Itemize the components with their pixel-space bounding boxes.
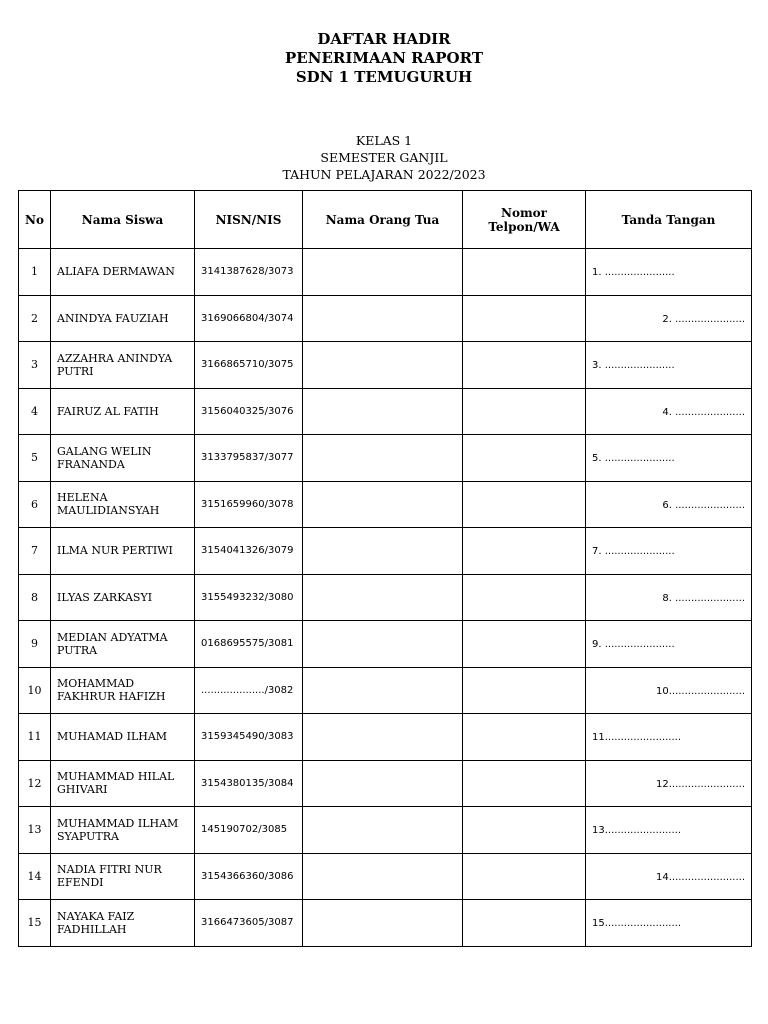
row-number: 6 <box>19 481 51 528</box>
row-number: 10 <box>19 667 51 714</box>
student-nisn: 3155493232/3080 <box>195 574 303 621</box>
row-number: 5 <box>19 435 51 482</box>
signature-field[interactable] <box>586 667 752 714</box>
signature-line: 7. ...................... <box>592 546 675 558</box>
title-line: DAFTAR HADIR <box>317 30 451 48</box>
title-line: SDN 1 TEMUGURUH <box>295 68 473 86</box>
row-number: 3 <box>19 342 51 389</box>
signature-line: 1. ...................... <box>592 267 675 279</box>
row-number: 14 <box>19 853 51 900</box>
phone-field[interactable] <box>463 760 586 807</box>
row-number: 13 <box>19 807 51 854</box>
student-nisn: 145190702/3085 <box>195 807 303 854</box>
parent-name-field[interactable] <box>303 295 463 342</box>
parent-name-field[interactable] <box>303 342 463 389</box>
signature-line: 15........................ <box>592 918 682 930</box>
parent-name-field[interactable] <box>303 807 463 854</box>
parent-name-field[interactable] <box>303 853 463 900</box>
signature-field[interactable] <box>586 853 752 900</box>
parent-name-field[interactable] <box>303 249 463 296</box>
student-name: ILMA NUR PERTIWI <box>51 528 195 575</box>
student-nisn: 0168695575/3081 <box>195 621 303 668</box>
phone-field[interactable] <box>463 621 586 668</box>
signature-line: 5. ...................... <box>592 453 675 465</box>
student-nisn: 3159345490/3083 <box>195 714 303 761</box>
signature-field[interactable] <box>586 621 752 668</box>
row-number: 2 <box>19 295 51 342</box>
column-header-parent: Nama Orang Tua <box>303 191 463 249</box>
phone-field[interactable] <box>463 481 586 528</box>
student-nisn: 3166865710/3075 <box>195 342 303 389</box>
signature-field[interactable] <box>586 528 752 575</box>
phone-field[interactable] <box>463 295 586 342</box>
signature-field[interactable] <box>586 714 752 761</box>
student-nisn: 3169066804/3074 <box>195 295 303 342</box>
table-row <box>19 574 752 621</box>
signature-line: 2. ...................... <box>662 313 745 325</box>
phone-field[interactable] <box>463 807 586 854</box>
phone-field[interactable] <box>463 342 586 389</box>
signature-line: 3. ...................... <box>592 360 675 372</box>
student-name: HELENA MAULIDIANSYAH <box>51 481 195 528</box>
student-name: NAYAKA FAIZ FADHILLAH <box>51 900 195 947</box>
row-number: 8 <box>19 574 51 621</box>
parent-name-field[interactable] <box>303 388 463 435</box>
table-row <box>19 853 752 900</box>
table-row <box>19 528 752 575</box>
student-nisn: ..................../3082 <box>195 667 303 714</box>
student-name: AZZAHRA ANINDYA PUTRI <box>51 342 195 389</box>
table-row <box>19 481 752 528</box>
document-subtitle <box>0 132 768 183</box>
student-nisn: 3166473605/3087 <box>195 900 303 947</box>
table-row <box>19 807 752 854</box>
column-header-nisn: NISN/NIS <box>195 191 303 249</box>
signature-field[interactable] <box>586 295 752 342</box>
column-header-name: Nama Siswa <box>51 191 195 249</box>
table-row <box>19 714 752 761</box>
signature-line: 4. ...................... <box>662 406 745 418</box>
table-row <box>19 435 752 482</box>
parent-name-field[interactable] <box>303 528 463 575</box>
signature-field[interactable] <box>586 574 752 621</box>
column-header-no: No <box>19 191 51 249</box>
student-name: NADIA FITRI NUR EFENDI <box>51 853 195 900</box>
student-nisn: 3133795837/3077 <box>195 435 303 482</box>
row-number: 12 <box>19 760 51 807</box>
phone-field[interactable] <box>463 900 586 947</box>
signature-line: 6. ...................... <box>662 499 745 511</box>
student-name: MUHAMMAD ILHAM SYAPUTRA <box>51 807 195 854</box>
table-header-row <box>19 191 752 249</box>
student-nisn: 3154041326/3079 <box>195 528 303 575</box>
signature-field[interactable] <box>586 481 752 528</box>
subtitle-line: SEMESTER GANJIL <box>320 150 448 165</box>
row-number: 7 <box>19 528 51 575</box>
attendance-table <box>18 190 752 947</box>
row-number: 4 <box>19 388 51 435</box>
signature-line: 13........................ <box>592 825 682 837</box>
signature-field[interactable] <box>586 760 752 807</box>
phone-field[interactable] <box>463 714 586 761</box>
row-number: 11 <box>19 714 51 761</box>
row-number: 15 <box>19 900 51 947</box>
table-row <box>19 621 752 668</box>
student-name: MUHAMMAD HILAL GHIVARI <box>51 760 195 807</box>
column-header-phone: Nomor Telpon/WA <box>463 191 586 249</box>
title-line: PENERIMAAN RAPORT <box>285 49 483 67</box>
student-nisn: 3156040325/3076 <box>195 388 303 435</box>
subtitle-line: TAHUN PELAJARAN 2022/2023 <box>282 167 486 182</box>
table-row <box>19 388 752 435</box>
table-row <box>19 249 752 296</box>
signature-line: 11........................ <box>592 732 682 744</box>
signature-field[interactable] <box>586 388 752 435</box>
student-name: MOHAMMAD FAKHRUR HAFIZH <box>51 667 195 714</box>
table-row <box>19 295 752 342</box>
student-nisn: 3154380135/3084 <box>195 760 303 807</box>
table-row <box>19 900 752 947</box>
phone-field[interactable] <box>463 574 586 621</box>
signature-field[interactable] <box>586 900 752 947</box>
phone-field[interactable] <box>463 853 586 900</box>
signature-line: 9. ...................... <box>592 639 675 651</box>
phone-field[interactable] <box>463 388 586 435</box>
student-name: GALANG WELIN FRANANDA <box>51 435 195 482</box>
parent-name-field[interactable] <box>303 760 463 807</box>
table-row <box>19 760 752 807</box>
student-nisn: 3151659960/3078 <box>195 481 303 528</box>
signature-line: 8. ...................... <box>662 592 745 604</box>
signature-line: 14........................ <box>655 871 745 883</box>
parent-name-field[interactable] <box>303 574 463 621</box>
row-number: 1 <box>19 249 51 296</box>
phone-field[interactable] <box>463 435 586 482</box>
student-name: MUHAMAD ILHAM <box>51 714 195 761</box>
signature-field[interactable] <box>586 249 752 296</box>
student-name: MEDIAN ADYATMA PUTRA <box>51 621 195 668</box>
signature-line: 10........................ <box>655 685 745 697</box>
parent-name-field[interactable] <box>303 621 463 668</box>
student-name: ANINDYA FAUZIAH <box>51 295 195 342</box>
student-name: ALIAFA DERMAWAN <box>51 249 195 296</box>
table-body <box>19 249 752 947</box>
signature-field[interactable] <box>586 435 752 482</box>
parent-name-field[interactable] <box>303 481 463 528</box>
table-row <box>19 667 752 714</box>
row-number: 9 <box>19 621 51 668</box>
document-title <box>0 30 768 87</box>
parent-name-field[interactable] <box>303 714 463 761</box>
phone-field[interactable] <box>463 249 586 296</box>
student-name: ILYAS ZARKASYI <box>51 574 195 621</box>
column-header-signature: Tanda Tangan <box>586 191 752 249</box>
student-name: FAIRUZ AL FATIH <box>51 388 195 435</box>
table-row <box>19 342 752 389</box>
student-nisn: 3154366360/3086 <box>195 853 303 900</box>
subtitle-line: KELAS 1 <box>355 133 413 148</box>
phone-field[interactable] <box>463 667 586 714</box>
student-nisn: 3141387628/3073 <box>195 249 303 296</box>
signature-line: 12........................ <box>655 778 745 790</box>
signature-field[interactable] <box>586 807 752 854</box>
parent-name-field[interactable] <box>303 900 463 947</box>
parent-name-field[interactable] <box>303 435 463 482</box>
phone-field[interactable] <box>463 528 586 575</box>
signature-field[interactable] <box>586 342 752 389</box>
parent-name-field[interactable] <box>303 667 463 714</box>
